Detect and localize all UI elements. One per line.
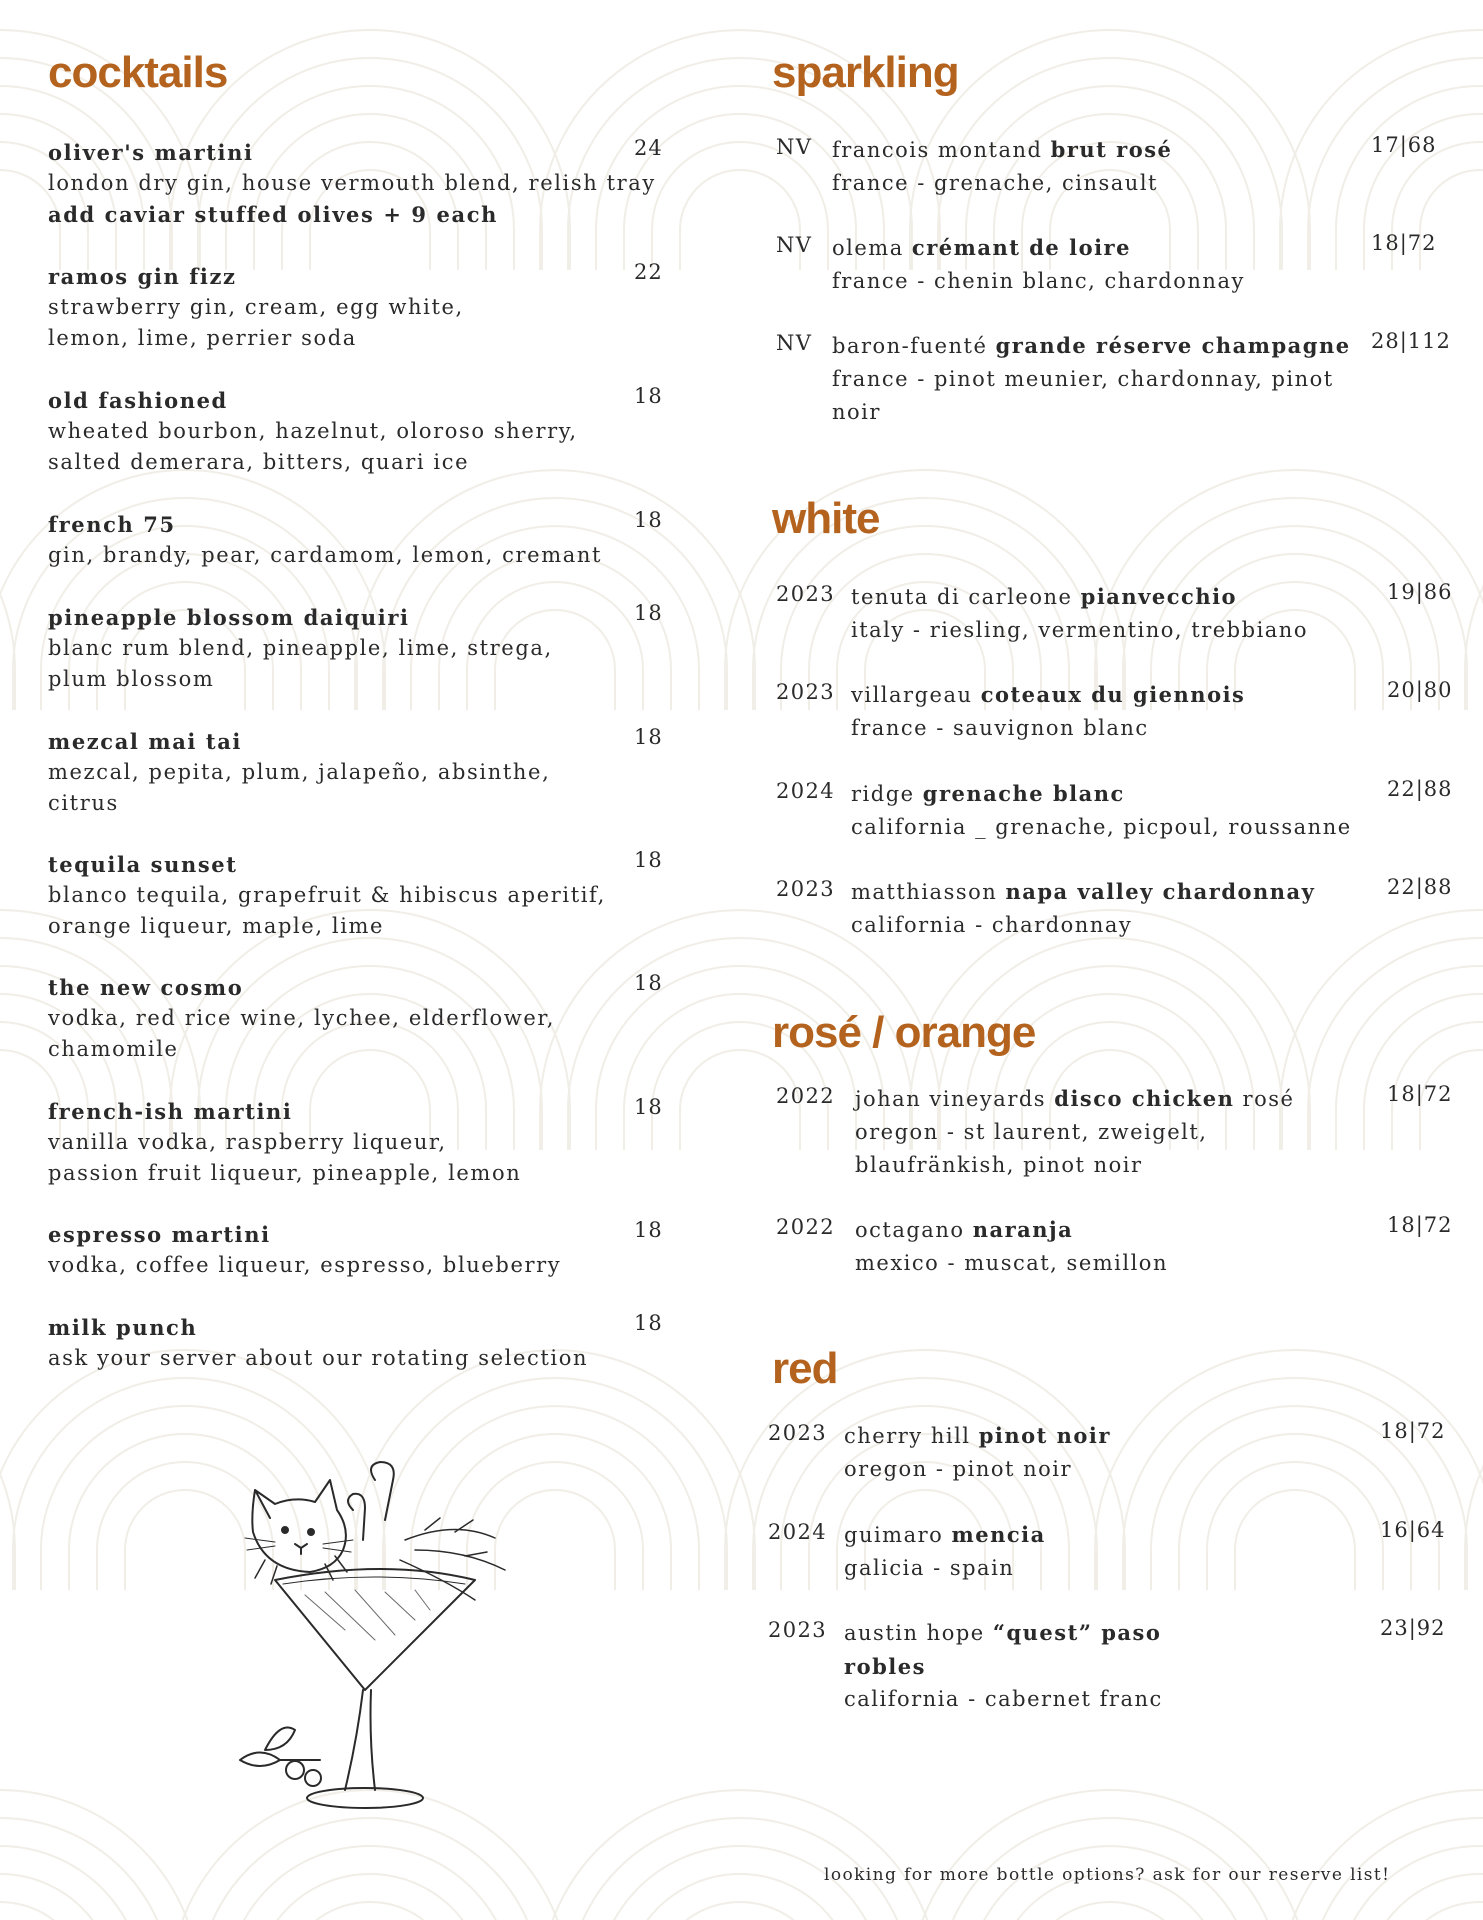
wine-item bbox=[832, 231, 1245, 298]
wine-item bbox=[844, 1616, 1163, 1716]
wine-name: grande réserve champagne bbox=[995, 333, 1351, 358]
wine-producer: ridge bbox=[851, 782, 915, 806]
wine-item bbox=[844, 1419, 1111, 1486]
wine-vintage: 2024 bbox=[768, 1520, 828, 1544]
cocktail-item bbox=[48, 138, 656, 230]
cocktail-item bbox=[48, 727, 550, 819]
cocktail-item bbox=[48, 1220, 561, 1281]
cocktail-price: 18 bbox=[634, 725, 663, 749]
wine-producer: villargeau bbox=[851, 683, 973, 707]
cocktail-price: 18 bbox=[634, 508, 663, 532]
cocktail-item bbox=[48, 603, 553, 695]
wine-name: mencia bbox=[951, 1522, 1046, 1547]
wine-producer: johan vineyards bbox=[855, 1087, 1047, 1111]
wine-vintage: 2023 bbox=[776, 680, 836, 704]
wine-name: naranja bbox=[972, 1217, 1074, 1242]
wine-region-grapes: noir bbox=[832, 400, 881, 424]
wine-region-grapes: blaufränkish, pinot noir bbox=[855, 1153, 1143, 1177]
wine-producer: baron-fuenté bbox=[832, 334, 988, 358]
cocktail-price: 18 bbox=[634, 1311, 663, 1335]
wine-vintage: 2022 bbox=[776, 1215, 836, 1239]
cocktail-description: salted demerara, bitters, quari ice bbox=[48, 450, 470, 474]
cocktail-description: london dry gin, house vermouth blend, relish tray bbox=[48, 171, 656, 195]
cocktail-description: gin, brandy, pear, cardamom, lemon, cremant bbox=[48, 543, 603, 567]
cocktails-heading: cocktails bbox=[48, 48, 228, 97]
cocktail-description: blanc rum blend, pineapple, lime, strega, bbox=[48, 636, 553, 660]
cocktail-description: blanco tequila, grapefruit & hibiscus aperitif, bbox=[48, 883, 606, 907]
wine-region-grapes: california - cabernet franc bbox=[844, 1687, 1163, 1711]
cocktail-name: ramos gin fizz bbox=[48, 264, 237, 289]
wine-region-grapes: france - sauvignon blanc bbox=[851, 716, 1149, 740]
cocktail-description: wheated bourbon, hazelnut, oloroso sherry, bbox=[48, 419, 578, 443]
cocktail-description: plum blossom bbox=[48, 667, 215, 691]
cocktail-price: 18 bbox=[634, 601, 663, 625]
cocktail-name: mezcal mai tai bbox=[48, 729, 242, 754]
cocktail-description: chamomile bbox=[48, 1037, 179, 1061]
wine-item bbox=[851, 678, 1245, 745]
cocktail-item bbox=[48, 510, 602, 571]
cocktail-price: 18 bbox=[634, 848, 663, 872]
wine-vintage: 2023 bbox=[776, 877, 836, 901]
wine-name: grenache blanc bbox=[922, 781, 1125, 806]
cocktail-item bbox=[48, 386, 578, 478]
wine-name: coteaux du giennois bbox=[980, 682, 1246, 707]
cocktail-description: vodka, coffee liqueur, espresso, blueberry bbox=[48, 1253, 562, 1277]
wine-producer: olema bbox=[832, 236, 904, 260]
wine-name: “quest” paso bbox=[992, 1620, 1162, 1645]
cocktail-item bbox=[48, 973, 555, 1065]
cocktail-description: ask your server about our rotating selection bbox=[48, 1346, 589, 1370]
cocktail-name: french 75 bbox=[48, 512, 176, 537]
wine-item bbox=[851, 875, 1315, 942]
wine-price: 18|72 bbox=[1387, 1082, 1453, 1106]
cocktail-name: pineapple blossom daiquiri bbox=[48, 605, 410, 630]
rose-orange-heading: rosé / orange bbox=[772, 1008, 1036, 1057]
wine-vintage: 2022 bbox=[776, 1084, 836, 1108]
wine-item bbox=[832, 329, 1351, 429]
cocktail-item bbox=[48, 850, 606, 942]
cocktail-description: mezcal, pepita, plum, jalapeño, absinthe, bbox=[48, 760, 551, 784]
wine-producer: matthiasson bbox=[851, 880, 998, 904]
cocktail-price: 22 bbox=[634, 260, 663, 284]
cocktail-addon: add caviar stuffed olives + 9 each bbox=[48, 202, 498, 227]
wine-region-grapes: oregon - st laurent, zweigelt, bbox=[855, 1120, 1208, 1144]
wine-vintage: NV bbox=[776, 233, 813, 257]
wine-vintage: NV bbox=[776, 331, 813, 355]
cocktail-price: 18 bbox=[634, 971, 663, 995]
cocktail-item bbox=[48, 1097, 521, 1189]
wine-region-grapes: california - chardonnay bbox=[851, 913, 1133, 937]
wine-price: 16|64 bbox=[1380, 1518, 1446, 1542]
wine-producer: cherry hill bbox=[844, 1424, 971, 1448]
wine-price: 18|72 bbox=[1380, 1419, 1446, 1443]
wine-region-grapes: france - chenin blanc, chardonnay bbox=[832, 269, 1245, 293]
cocktail-item bbox=[48, 262, 464, 354]
cocktail-name: espresso martini bbox=[48, 1222, 271, 1247]
wine-producer: octagano bbox=[855, 1218, 965, 1242]
wine-price: 18|72 bbox=[1371, 231, 1437, 255]
cocktail-item bbox=[48, 1313, 588, 1374]
wine-name-continued: robles bbox=[844, 1654, 926, 1679]
wine-region-grapes: mexico - muscat, semillon bbox=[855, 1251, 1168, 1275]
wine-item bbox=[855, 1082, 1294, 1182]
wine-price: 19|86 bbox=[1387, 580, 1453, 604]
cocktail-name: old fashioned bbox=[48, 388, 228, 413]
wine-region-grapes: italy - riesling, vermentino, trebbiano bbox=[851, 618, 1308, 642]
cocktail-name: the new cosmo bbox=[48, 975, 244, 1000]
cocktail-name: milk punch bbox=[48, 1315, 198, 1340]
wine-item bbox=[855, 1213, 1168, 1280]
wine-vintage: 2024 bbox=[776, 779, 836, 803]
wine-price: 22|88 bbox=[1387, 777, 1453, 801]
cocktail-description: citrus bbox=[48, 791, 119, 815]
reserve-list-footer: looking for more bottle options? ask for our reserve list! bbox=[824, 1865, 1391, 1885]
cocktail-description: lemon, lime, perrier soda bbox=[48, 326, 357, 350]
sparkling-heading: sparkling bbox=[772, 48, 959, 97]
wine-name: brut rosé bbox=[1050, 137, 1173, 162]
cocktail-name: oliver's martini bbox=[48, 140, 254, 165]
wine-region-grapes: oregon - pinot noir bbox=[844, 1457, 1073, 1481]
wine-region-grapes: galicia - spain bbox=[844, 1556, 1015, 1580]
cocktail-price: 24 bbox=[634, 136, 663, 160]
cocktail-description: vodka, red rice wine, lychee, elderflower, bbox=[48, 1006, 556, 1030]
wine-item bbox=[851, 580, 1308, 647]
wine-producer: francois montand bbox=[832, 138, 1043, 162]
wine-name: disco chicken bbox=[1054, 1086, 1235, 1111]
wine-name: crémant de loire bbox=[911, 235, 1131, 260]
wine-price: 28|112 bbox=[1371, 329, 1451, 353]
white-heading: white bbox=[772, 494, 880, 543]
cocktail-name: tequila sunset bbox=[48, 852, 238, 877]
wine-item bbox=[851, 777, 1352, 844]
wine-name: pianvecchio bbox=[1080, 584, 1238, 609]
cocktail-description: strawberry gin, cream, egg white, bbox=[48, 295, 464, 319]
wine-producer: guimaro bbox=[844, 1523, 944, 1547]
wine-vintage: 2023 bbox=[768, 1618, 828, 1642]
cocktail-description: orange liqueur, maple, lime bbox=[48, 914, 385, 938]
cocktail-description: passion fruit liqueur, pineapple, lemon bbox=[48, 1161, 522, 1185]
wine-price: 17|68 bbox=[1371, 133, 1437, 157]
wine-price: 20|80 bbox=[1387, 678, 1453, 702]
wine-producer: austin hope bbox=[844, 1621, 985, 1645]
wine-region-grapes: france - pinot meunier, chardonnay, pinot bbox=[832, 367, 1334, 391]
wine-vintage: NV bbox=[776, 135, 813, 159]
red-heading: red bbox=[772, 1344, 838, 1393]
wine-region-grapes: california _ grenache, picpoul, roussanne bbox=[851, 815, 1352, 839]
cocktail-price: 18 bbox=[634, 1095, 663, 1119]
wine-price: 22|88 bbox=[1387, 875, 1453, 899]
wine-item bbox=[844, 1518, 1046, 1585]
wine-producer: tenuta di carleone bbox=[851, 585, 1073, 609]
wine-price: 23|92 bbox=[1380, 1616, 1446, 1640]
cocktail-name: french-ish martini bbox=[48, 1099, 293, 1124]
wine-item bbox=[832, 133, 1172, 200]
cocktail-price: 18 bbox=[634, 1218, 663, 1242]
cocktail-description: vanilla vodka, raspberry liqueur, bbox=[48, 1130, 447, 1154]
wine-vintage: 2023 bbox=[768, 1421, 828, 1445]
cocktail-price: 18 bbox=[634, 384, 663, 408]
wine-name: napa valley chardonnay bbox=[1005, 879, 1316, 904]
wine-style: rosé bbox=[1242, 1087, 1295, 1111]
cat-in-martini-glass-illustration bbox=[225, 1460, 555, 1820]
wine-price: 18|72 bbox=[1387, 1213, 1453, 1237]
wine-name: pinot noir bbox=[978, 1423, 1111, 1448]
wine-region-grapes: france - grenache, cinsault bbox=[832, 171, 1158, 195]
wine-vintage: 2023 bbox=[776, 582, 836, 606]
